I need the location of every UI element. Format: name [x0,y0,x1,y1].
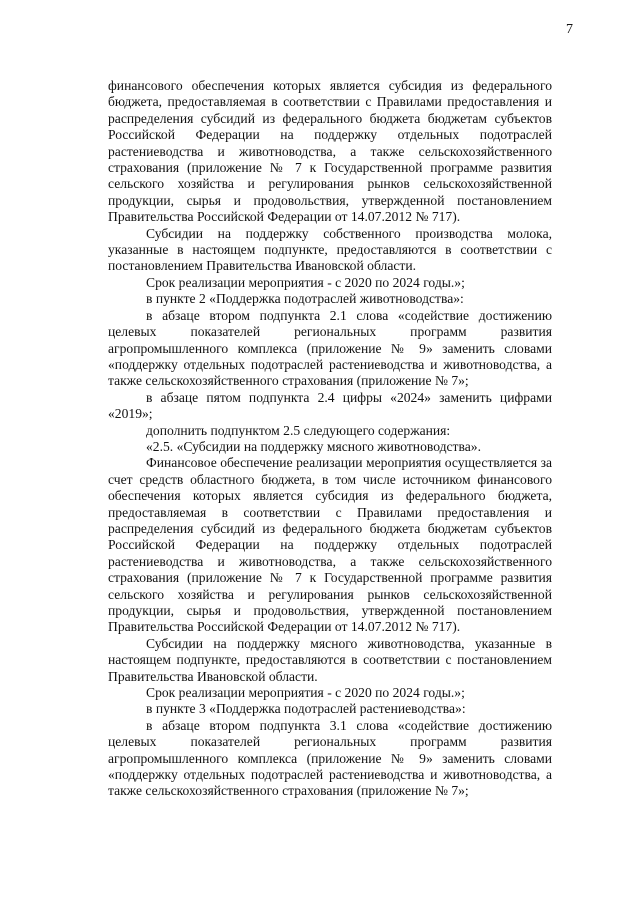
page-number: 7 [566,22,573,37]
paragraph: в пункте 2 «Поддержка подотраслей животноводства»: [146,291,464,307]
paragraph: Срок реализации мероприятия - с 2020 по 2024 годы.»; [146,274,465,290]
paragraph: Срок реализации мероприятия - с 2020 по 2024 годы.»; [146,685,465,701]
paragraph: Субсидии на поддержку мясного животноводства, указанные в настоящем подпункте, предоставляются в соответствии с постановлением Правительства Ивановской области. [108,635,552,684]
paragraph: в абзаце пятом подпункта 2.4 цифры «2024» заменить цифрами «2019»; [108,389,552,422]
paragraph: Финансовое обеспечение реализации мероприятия осуществляется за счет средств областного бюджета, в том числе источником финансового обеспечения которых является субсидия из федерального бюджета, предоставляемая в соответствии с Правилами предоставления и распределения субсидий из федерального бюджета бюджетам субъектов Российской Федерации на поддержку отдельных подотраслей растениеводства и животноводства, а также сельскохозяйственного страхования (приложение № 7 к Государственной программе развития сельского хозяйства и регулирования рынков сельскохозяйственной продукции, сырья и продовольствия, утвержденной постановлением Правительства Российской Федерации от 14.07.2012 № 717). [108,455,552,635]
paragraph: Субсидии на поддержку собственного производства молока, указанные в настоящем подпункте, предоставляются в соответствии с постановлением Правительства Ивановской области. [108,225,552,274]
paragraph: «2.5. «Субсидии на поддержку мясного животноводства». [146,438,481,454]
paragraph: дополнить подпунктом 2.5 следующего содержания: [146,422,451,438]
document-body [108,78,552,800]
paragraph: в абзаце втором подпункта 3.1 слова «содействие достижению целевых показателей региональных программ развития агропромышленного комплекса (приложение № 9» заменить словами «поддержку отдельных подотраслей растениеводства и животноводства, а также сельскохозяйственного страхования (приложение № 7»; [108,717,552,799]
paragraph: в пункте 3 «Поддержка подотраслей растениеводства»: [146,701,466,717]
paragraph: финансового обеспечения которых является субсидия из федерального бюджета, предоставляемая в соответствии с Правилами предоставления и распределения субсидий из федерального бюджета бюджетам субъектов Российской Федерации на поддержку отдельных подотраслей растениеводства и животноводства, а также сельскохозяйственного страхования (приложение № 7 к Государственной программе развития сельского хозяйства и регулирования рынков сельскохозяйственной продукции, сырья и продовольствия, утвержденной постановлением Правительства Российской Федерации от 14.07.2012 № 717). [108,78,552,225]
paragraph: в абзаце втором подпункта 2.1 слова «содействие достижению целевых показателей региональных программ развития агропромышленного комплекса (приложение № 9» заменить словами «поддержку отдельных подотраслей растениеводства и животноводства, а также сельскохозяйственного страхования (приложение № 7»; [108,307,552,389]
